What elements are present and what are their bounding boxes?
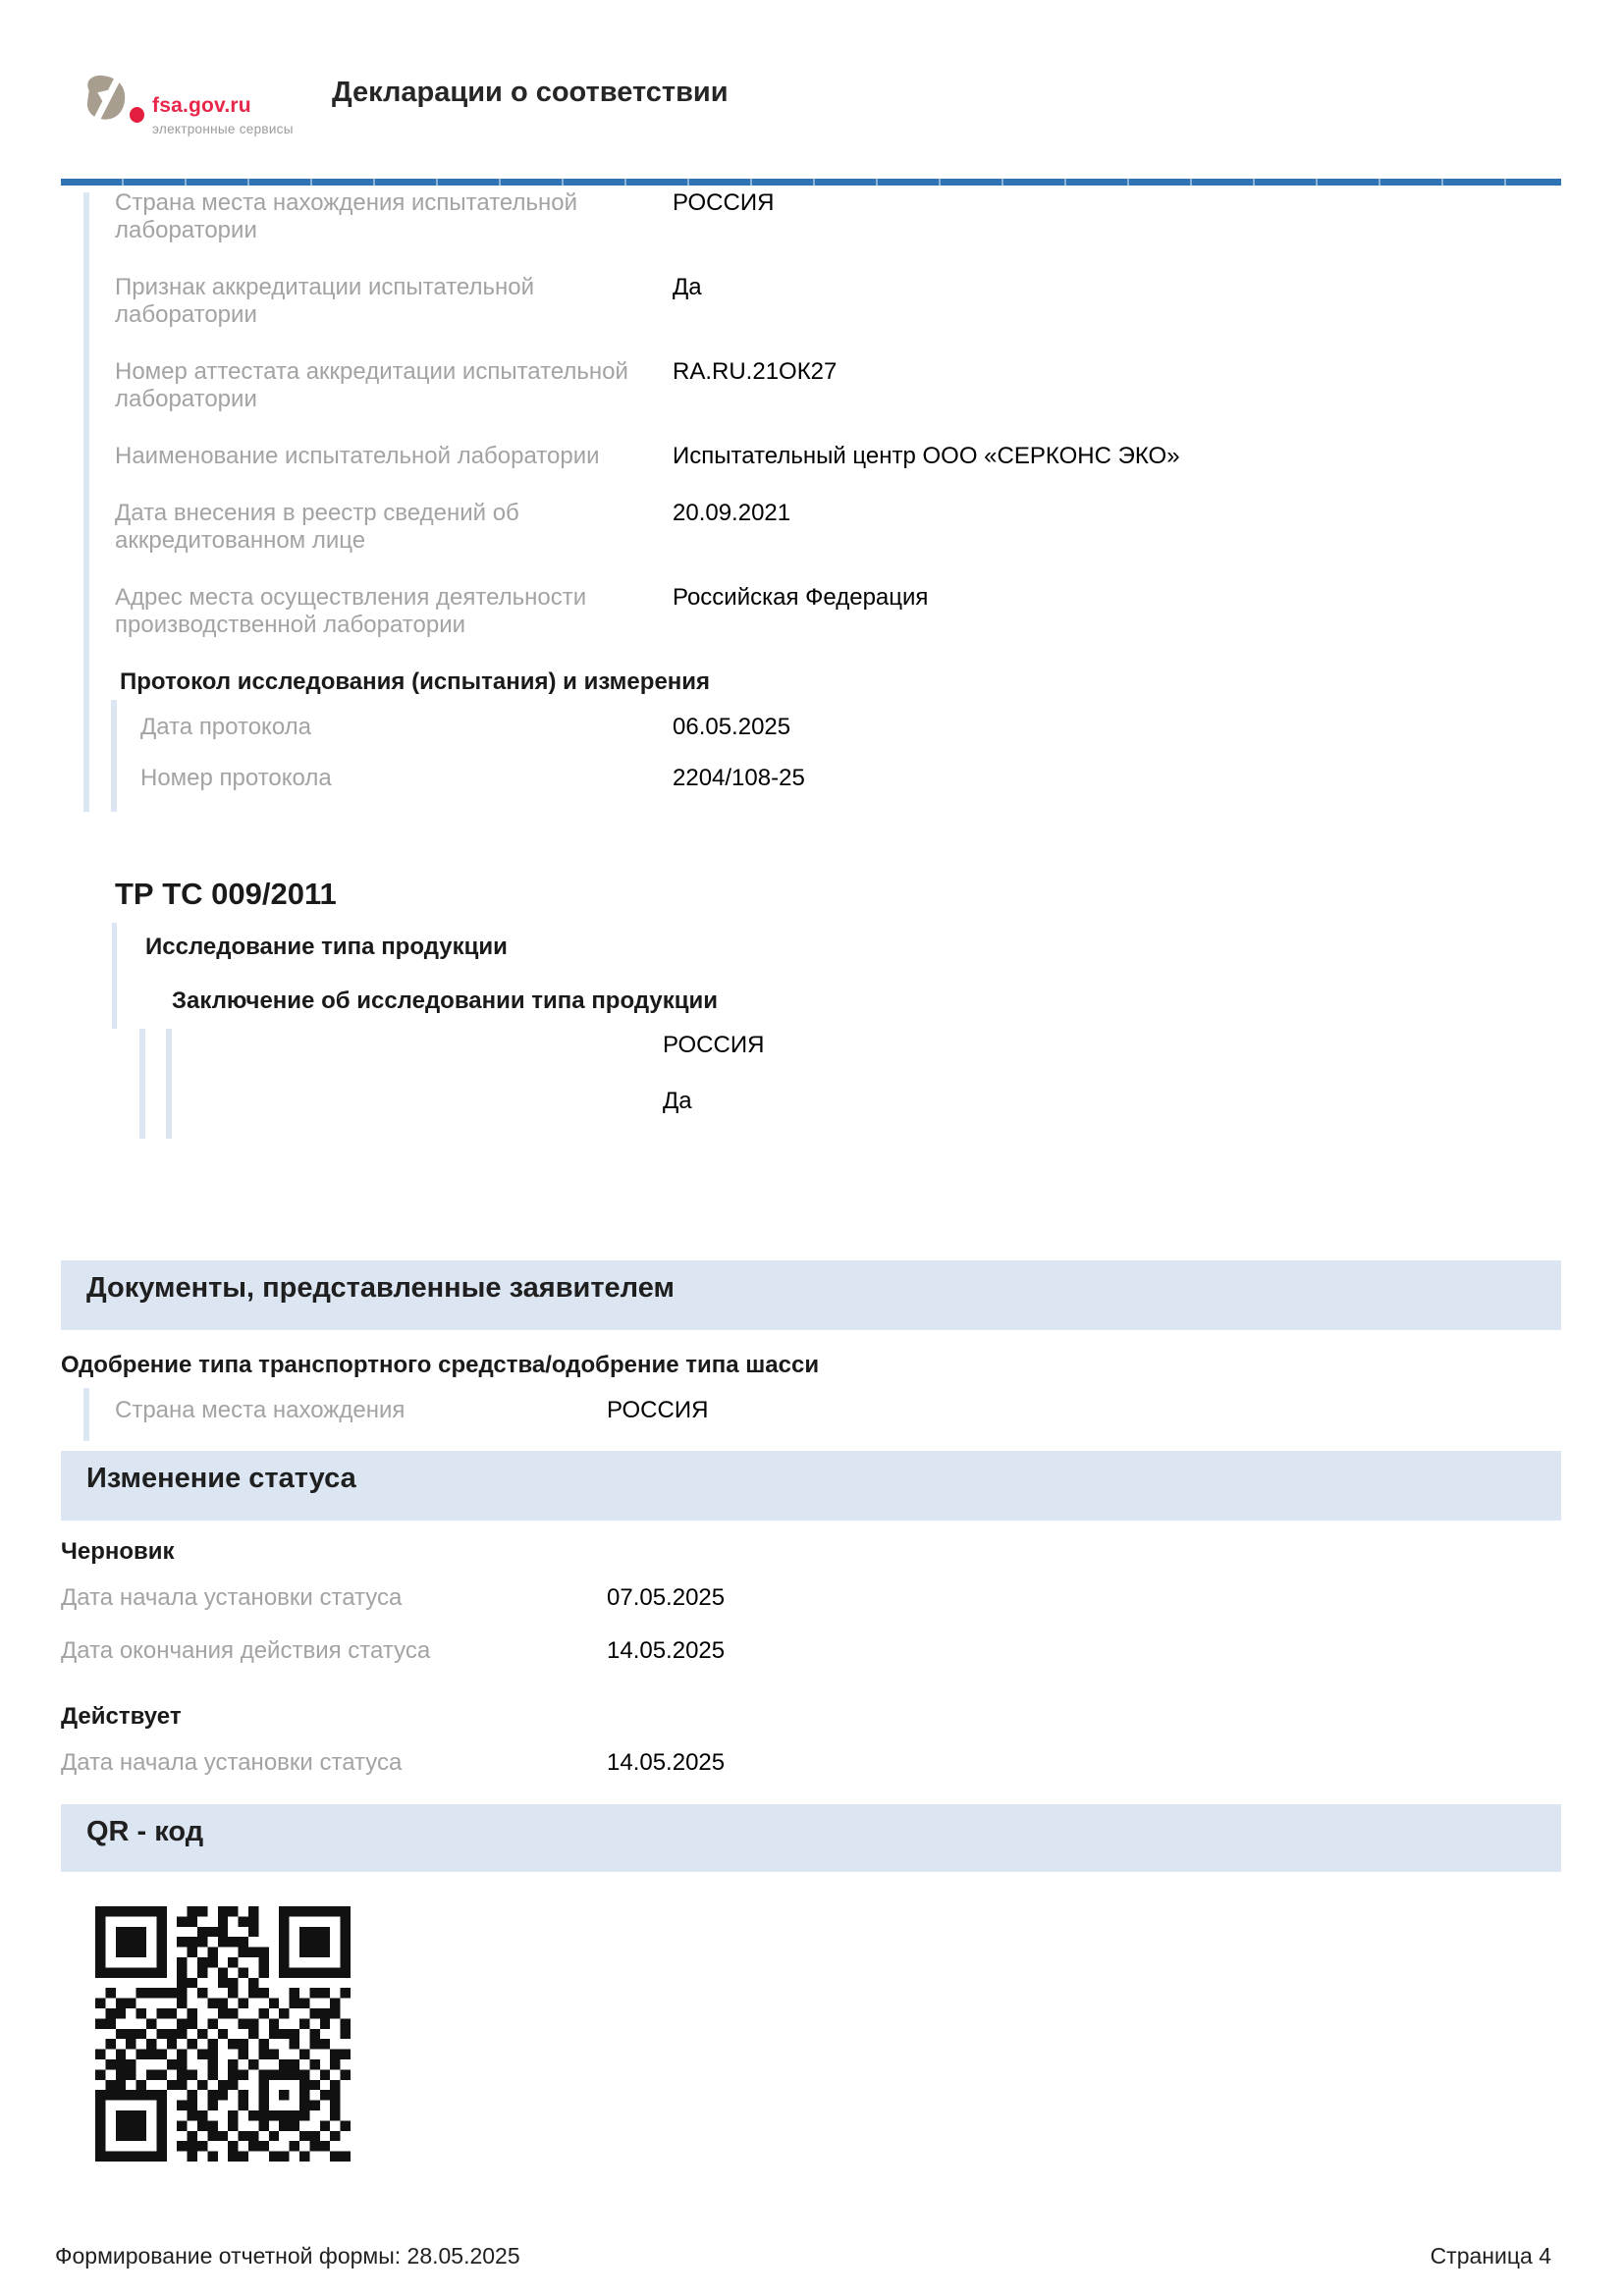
row-label: Страна места нахождения испытательной лаборатории [115,189,577,243]
documents-row-bar [83,1388,89,1441]
row-value: 20.09.2021 [673,500,791,526]
page-title: Декларации о соответствии [332,77,729,108]
row-value: 14.05.2025 [607,1637,726,1664]
row-value: 14.05.2025 [607,1749,726,1776]
row-value: Да [663,1088,692,1114]
row-value: 06.05.2025 [673,714,791,740]
documents-band [61,1260,1561,1330]
tr-ts-sub2: Заключение об исследовании типа продукции [172,988,718,1014]
status-band [61,1451,1561,1521]
row-label: Дата окончания действия статуса [61,1637,431,1664]
row-value: 2204/108-25 [673,765,805,791]
logo-site-text: fsa.gov.ru [152,94,251,117]
row-label: Дата начала установки статуса [61,1749,403,1776]
documents-subheading: Одобрение типа транспортного средства/одобрение типа шасси [61,1352,820,1378]
row-value: РОССИЯ [663,1032,765,1058]
tr-ts-inner-bar-2 [166,1029,172,1139]
row-value: Испытательный центр ООО «СЕРКОНС ЭКО» [673,443,1180,469]
qr-code-image [95,1906,351,2162]
row-label: Номер протокола [140,765,332,791]
row-label: Дата начала установки статуса [61,1584,403,1611]
row-label: Номер аттестата аккредитации испытательной лаборатории [115,358,628,412]
row-value: Да [673,274,702,300]
row-label: Страна места нахождения [115,1397,406,1423]
logo-tagline: электронные сервисы [152,122,294,136]
status-group-name: Черновик [61,1538,175,1565]
row-label: Адрес места осуществления деятельности производственной лаборатории [115,584,587,638]
accent-bar [61,179,1561,186]
documents-band-title: Документы, представленные заявителем [86,1272,675,1304]
row-value: 07.05.2025 [607,1584,726,1611]
fsa-logo-icon [82,73,128,122]
tr-ts-inner-bar-1 [139,1029,145,1139]
row-value: Российская Федерация [673,584,929,611]
tr-ts-left-bar [112,923,117,1029]
footer-page-number: Страница 4 [1430,2243,1551,2269]
row-label: Дата внесения в реестр сведений об аккредитованном лице [115,500,519,554]
status-group-name: Действует [61,1703,182,1730]
protocol-left-bar [111,700,117,812]
qr-band [61,1804,1561,1872]
tr-ts-heading: ТР ТС 009/2011 [115,877,337,911]
row-label: Признак аккредитации испытательной лаборатории [115,274,534,328]
row-value: RA.RU.21ОК27 [673,358,838,385]
protocol-heading: Протокол исследования (испытания) и измерения [120,668,711,695]
footer-generated: Формирование отчетной формы: 28.05.2025 [55,2243,520,2269]
tr-ts-sub1: Исследование типа продукции [145,934,508,960]
row-value: РОССИЯ [607,1397,709,1423]
row-value: РОССИЯ [673,189,775,216]
table-left-bar [83,192,89,812]
status-band-title: Изменение статуса [86,1463,356,1494]
qr-band-title: QR - код [86,1816,204,1847]
row-label: Наименование испытательной лаборатории [115,443,600,469]
logo-dot-icon [130,107,144,123]
row-label: Дата протокола [140,714,311,740]
